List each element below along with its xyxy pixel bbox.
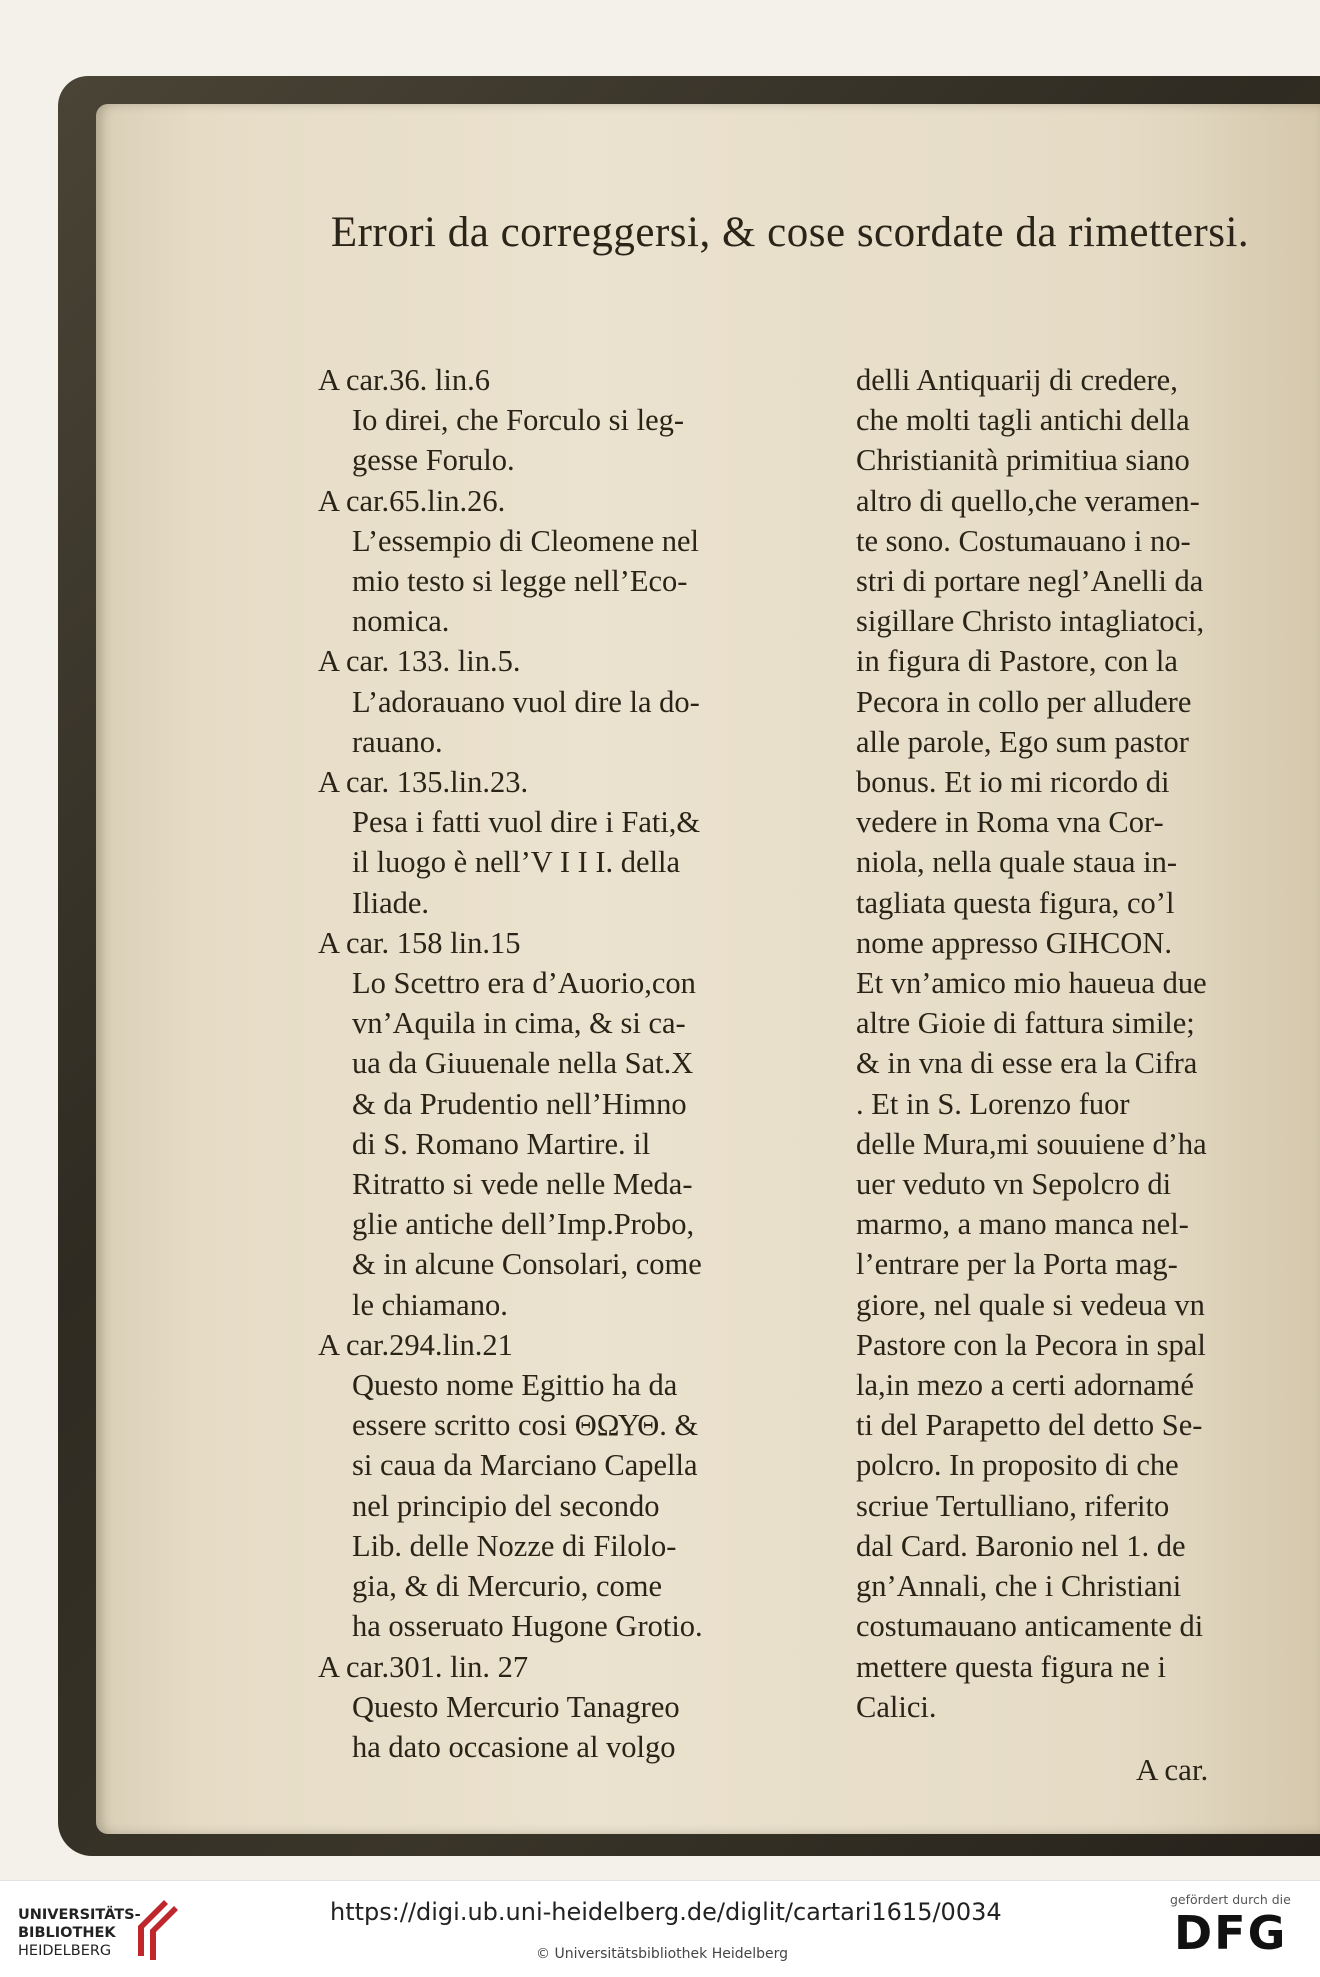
text-line: niola, nella quale staua in- <box>856 845 1177 880</box>
errata-text-line: L’essempio di Cleomene nel <box>352 523 700 558</box>
text-line: nome appresso GIHCON. <box>856 925 1172 960</box>
text-line: scriue Tertulliano, riferito <box>856 1488 1170 1523</box>
errata-text-line: essere scritto cosi ΘΩΥΘ. & <box>352 1408 699 1443</box>
errata-reference: A car. 135.lin.23. <box>318 765 529 800</box>
text-line: giore, nel quale si vedeua vn <box>856 1287 1205 1322</box>
errata-text-line: Questo Mercurio Tanagreo <box>352 1689 680 1724</box>
text-line: sigillare Christo intagliatoci, <box>856 604 1205 639</box>
errata-reference: A car. 133. lin.5. <box>318 644 521 679</box>
text-line: costumauano anticamente di <box>856 1609 1204 1644</box>
errata-text-line: mio testo si legge nell’Eco- <box>352 564 688 599</box>
errata-text-line: le chiamano. <box>352 1287 508 1322</box>
catchword: A car. <box>1136 1752 1209 1787</box>
errata-text-line: gesse Forulo. <box>352 443 515 478</box>
text-line: delli Antiquarij di credere, <box>856 363 1178 397</box>
page-title: Errori da correggersi, & cose scordate da rimettersi. <box>330 209 1250 256</box>
text-line: ti del Parapetto del detto Se- <box>856 1408 1203 1443</box>
errata-text-line: ha dato occasione al volgo <box>352 1729 676 1764</box>
errata-text-line: nomica. <box>352 604 450 639</box>
left-column <box>318 360 778 1767</box>
library-logo-text[interactable] <box>18 1906 141 1960</box>
dfg-note: gefördert durch die <box>1170 1892 1291 1907</box>
text-line: polcro. In proposito di che <box>856 1448 1179 1483</box>
errata-text-line: & da Prudentio nell’Himno <box>352 1086 687 1121</box>
text-line: delle Mura,mi souuiene d’ha <box>856 1126 1207 1161</box>
text-line: . Et in S. Lorenzo fuor <box>856 1086 1130 1121</box>
text-line: l’entrare per la Porta mag- <box>856 1247 1178 1282</box>
text-line: altre Gioie di fattura simile; <box>856 1006 1195 1041</box>
errata-text-line: nel principio del secondo <box>352 1488 660 1523</box>
text-line: in figura di Pastore, con la <box>856 644 1178 679</box>
text-line: dal Card. Baronio nel 1. de <box>856 1528 1186 1563</box>
text-line: Pecora in collo per alludere <box>856 684 1192 719</box>
errata-text-line: Lib. delle Nozze di Filolo- <box>352 1528 677 1563</box>
errata-text-line: Pesa i fatti vuol dire i Fati,& <box>352 805 701 840</box>
errata-text-line: & in alcune Consolari, come <box>352 1247 702 1282</box>
errata-reference: A car. 158 lin.15 <box>318 925 521 960</box>
errata-text-line: L’adorauano vuol dire la do- <box>352 684 700 719</box>
errata-text-line: si caua da Marciano Capella <box>352 1448 698 1483</box>
text-line: la,in mezo a certi adornamé <box>856 1368 1194 1403</box>
text-line: te sono. Costumauano i no- <box>856 523 1191 558</box>
text-line: Pastore con la Pecora in spal <box>856 1327 1206 1362</box>
errata-text-line: Questo nome Egittio ha da <box>352 1368 678 1403</box>
dfg-logo[interactable]: DFG <box>1174 1906 1288 1960</box>
errata-text-line: di S. Romano Martire. il <box>352 1126 651 1161</box>
viewer-footer <box>0 1880 1320 1977</box>
logo-line: HEIDELBERG <box>18 1943 112 1959</box>
errata-reference: A car.301. lin. 27 <box>318 1649 529 1684</box>
errata-text-line: vn’Aquila in cima, & si ca- <box>352 1006 686 1041</box>
library-logo-icon <box>134 1896 180 1962</box>
text-line: Calici. <box>856 1689 937 1724</box>
text-line: stri di portare negl’Anelli da <box>856 564 1204 599</box>
text-line: Et vn’amico mio haueua due <box>856 966 1207 1001</box>
text-line: bonus. Et io mi ricordo di <box>856 765 1170 800</box>
text-line: marmo, a mano manca nel- <box>856 1207 1189 1242</box>
errata-text-line: rauano. <box>352 724 443 759</box>
errata-text-line: Io direi, che Forculo si leg- <box>352 403 685 438</box>
errata-text-line: glie antiche dell’Imp.Probo, <box>352 1207 695 1242</box>
copyright-notice: © Universitätsbibliothek Heidelberg <box>536 1946 789 1962</box>
text-line: mettere questa figura ne i <box>856 1649 1166 1684</box>
errata-text-line: Lo Scettro era d’Auorio,con <box>352 966 696 1001</box>
text-line: uer veduto vn Sepolcro di <box>856 1167 1172 1202</box>
text-line: vedere in Roma vna Cor- <box>856 805 1164 840</box>
errata-reference: A car.65.lin.26. <box>318 483 506 518</box>
text-line: gn’Annali, che i Christiani <box>856 1569 1182 1604</box>
errata-text-line: ha osseruato Hugone Grotio. <box>352 1609 703 1644</box>
logo-line: UNIVERSITÄTS- <box>18 1907 141 1923</box>
text-line: che molti tagli antichi della <box>856 403 1190 438</box>
text-line: altro di quello,che veramen- <box>856 483 1200 518</box>
errata-text-line: il luogo è nell’V I I I. della <box>352 845 681 880</box>
errata-text-line: Ritratto si vede nelle Meda- <box>352 1167 693 1202</box>
text-line: tagliata questa figura, co’l <box>856 885 1175 920</box>
text-line: Christianità primitiua siano <box>856 443 1190 478</box>
right-column <box>856 360 1276 1727</box>
logo-line: BIBLIOTHEK <box>18 1925 116 1941</box>
errata-reference: A car.36. lin.6 <box>318 363 490 397</box>
errata-text-line: ua da Giuuenale nella Sat.X <box>352 1046 694 1081</box>
errata-text-line: gia, & di Mercurio, come <box>352 1569 662 1604</box>
text-line: & in vna di esse era la Cifra <box>856 1046 1198 1081</box>
errata-reference: A car.294.lin.21 <box>318 1327 513 1362</box>
text-line: alle parole, Ego sum pastor <box>856 724 1189 759</box>
errata-text-line: Iliade. <box>352 885 430 920</box>
permalink-url[interactable]: https://digi.ub.uni-heidelberg.de/diglit/cartari1615/0034 <box>330 1898 1002 1926</box>
